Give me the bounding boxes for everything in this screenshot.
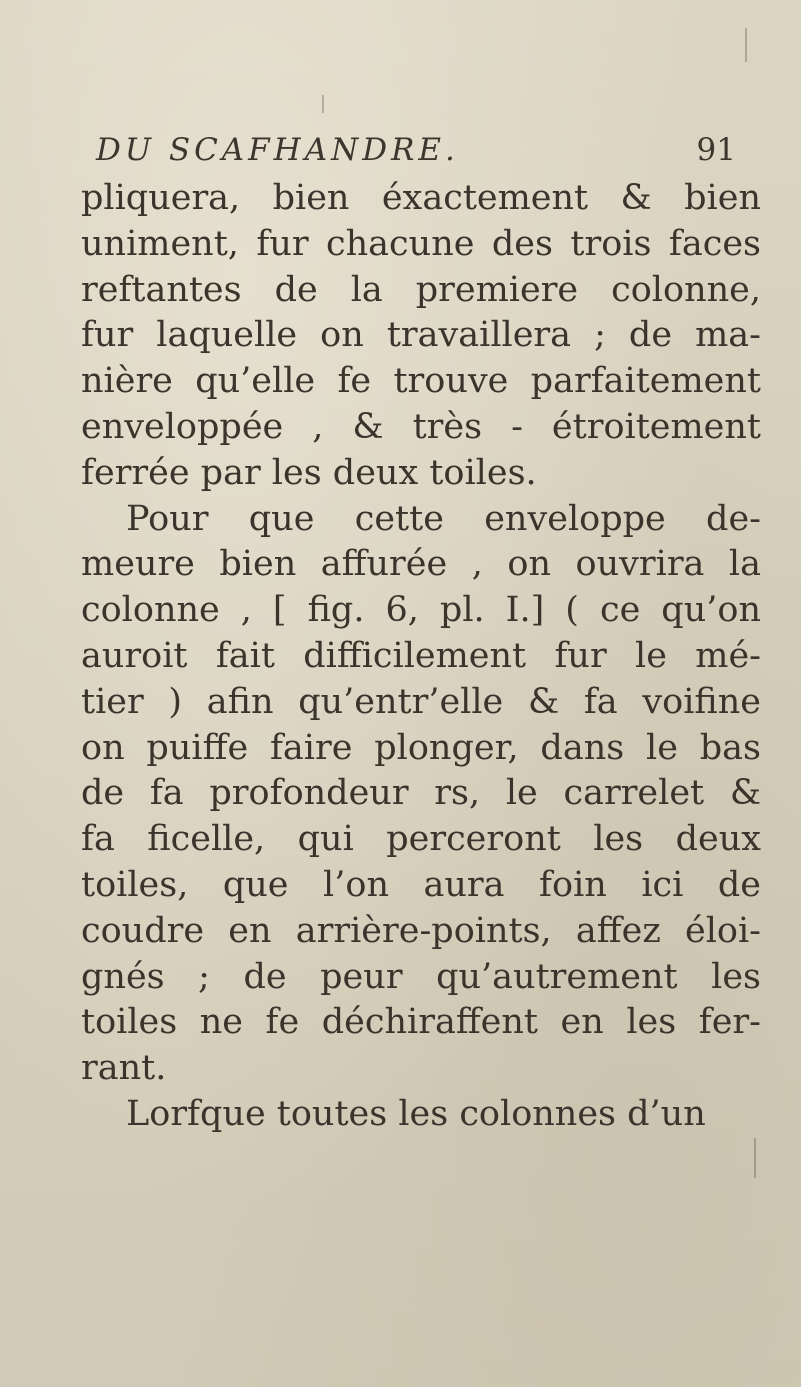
- text-line: nière qu’elle fe trouve parfaitement: [81, 361, 761, 402]
- paper-mark: [745, 28, 747, 62]
- paragraph-first-line: Pour que cette enveloppe de-: [126, 498, 761, 539]
- text-line: gnés ; de peur qu’autrement les: [81, 956, 761, 997]
- text-line: tier ) afin qu’entr’elle & fa voifine: [81, 681, 761, 722]
- text-line: de fa profondeur rs, le carrelet &: [81, 773, 761, 814]
- page-number: 91: [696, 132, 736, 168]
- text-line: colonne , [ fig. 6, pl. I.] ( ce qu’on: [81, 590, 761, 631]
- text-line: toiles ne fe déchiraffent en les fer-: [81, 1002, 761, 1043]
- text-line: reftantes de la premiere colonne,: [81, 269, 761, 310]
- text-line: meure bien affurée , on ouvrira la: [81, 544, 761, 585]
- text-line: on puiffe faire plonger, dans le bas: [81, 727, 761, 768]
- text-line: uniment, fur chacune des trois faces: [81, 223, 761, 264]
- text-line: rant.: [81, 1048, 167, 1089]
- running-title: DU SCAFHANDRE.: [96, 132, 459, 168]
- text-line: coudre en arrière-points, affez éloi-: [81, 910, 761, 951]
- page-header: [96, 128, 736, 172]
- text-line: auroit fait difficilement fur le mé-: [81, 635, 761, 676]
- text-line: fur laquelle on travaillera ; de ma-: [81, 315, 761, 356]
- paper-mark: [754, 1138, 756, 1178]
- text-line: toiles, que l’on aura foin ici de: [81, 864, 761, 905]
- text-line: fa ficelle, qui perceront les deux: [81, 819, 761, 860]
- body-text: [81, 176, 761, 1138]
- paper-mark: [322, 95, 324, 113]
- paragraph-first-line: Lorfque toutes les colonnes d’un: [126, 1093, 706, 1134]
- text-line: ferrée par les deux toiles.: [81, 452, 537, 493]
- text-line: pliquera, bien éxactement & bien: [81, 178, 761, 218]
- text-line: enveloppée , & très - étroitement: [81, 406, 761, 447]
